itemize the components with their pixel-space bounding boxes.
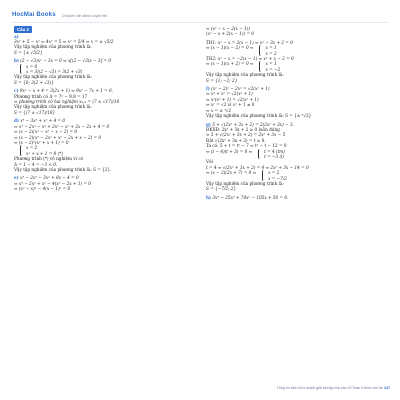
eq-d3: ⇔ (x − 2)(x³ − x² − x − 2) = 0 (14, 129, 78, 135)
part-a-label: a) (14, 33, 19, 39)
eq-g2: ĐKXĐ: 2x² + 3x + 2 ≥ 0 luôn đúng (206, 126, 280, 132)
eq-g1: 5 + √(2x² + 3x + 2) = 2(2x² + 3x) − 3. (212, 121, 294, 127)
eq-g3: ⇔ 5 + √(2x² + 3x + 2) = 2x² + 3x − 5 (206, 132, 286, 138)
conclusion-text: Vậy tập nghiệm của phương trình là: (206, 180, 284, 186)
eq-g10: t = 4 ⇔ √(2x² + 3x + 2) = 4 ⇔ 2x² + 3x − 14 = 0 (206, 164, 309, 170)
eq-th2d: x = −2 (265, 66, 281, 72)
solution-set-a: S = {± √5/2} (14, 49, 43, 55)
eq-d1: x⁴ − 3x³ + x² + 4 = 0 (20, 118, 66, 124)
eq-e3: ⇔ (x² − x)² − 4(x − 1)² = 0 (14, 186, 71, 192)
eq-g11: ⇔ (x − 2)(2x + 7) = 0 ⇔ (206, 170, 257, 176)
header-subtitle: Chuyên đề đánh luyện thi (61, 12, 108, 18)
eq-g5: Ta có: 5 + t = t² − 7 ⇔ t² − t − 12 = 0 (206, 143, 287, 149)
solution-set-f: Vậy tập nghiệm của phương trình là: S = {± ⁴√2} (206, 113, 312, 119)
question-badge: Câu 2 (14, 26, 32, 33)
part-d-label: d) (14, 118, 19, 124)
system-case-1 (206, 45, 388, 56)
eq-g7: t = 4 (tm) (264, 148, 285, 154)
footer-text: Tổng ôn kiến thức luyện giải bài tập lớp vào 10 Toán 9 theo chủ đề (276, 386, 383, 390)
solution-set-g: S = {−7/2; 2} (206, 186, 237, 192)
eq-g4: Đặt √(2x² + 3x + 2) = t ≥ 0. (206, 137, 266, 143)
system-g (206, 149, 388, 160)
part-e-label: e) (14, 175, 19, 181)
conclusion-text: Vậy tập nghiệm của phương trình là: (14, 44, 92, 50)
eq-b3: x = 3/(2 − √3) = 3(2 + √3) (26, 69, 83, 75)
part-c-label: c) (14, 88, 19, 94)
eq-f4: ⇔ x² = √2 vì x² + 1 ≠ 0 (206, 102, 255, 108)
brand-logo: HocMai Books (12, 12, 56, 18)
eq-e1: x⁴ − 2x³ − 3x² + 8x − 4 = 0 (20, 175, 79, 181)
eq-g12: x = 2 (268, 170, 280, 176)
eq-f1: (x² − 2)² − 2x² = √2(x² + 1) (211, 86, 270, 92)
eq-d2: ⇔ x⁴ − 2x³ − x³ + 2x² − x² + 2x − 2x + 4 = 0 (14, 123, 110, 129)
eq-b1: (2 − √3)x² − 3x = 0 ⇔ x[(2 − √3)x − 3] = 0 (20, 58, 112, 64)
solution-set-b: S = {0; 3(2 + √3)} (14, 79, 54, 85)
eq-th2c: x = 1 (265, 61, 277, 67)
solution-set-d: Vậy tập nghiệm của phương trình là: S = {2}. (14, 166, 112, 172)
conclusion-text: Vậy tập nghiệm của phương trình là: (14, 104, 92, 110)
page-header (12, 8, 388, 23)
page-number: 247 (384, 386, 390, 390)
left-column (14, 26, 192, 192)
eq-d8: Phương trình (*) vô nghiệm vì có (14, 156, 84, 162)
eq-g8: t = −3 (l) (264, 153, 285, 159)
right-column (206, 26, 388, 200)
eq-r2: (x² − x + 2(x − 1)) = 0 (206, 31, 254, 37)
eq-d4: ⇔ (x − 2)(x³ − 2x² + x² − 2x + x − 2) = 0 (14, 134, 102, 140)
system-d (14, 145, 192, 156)
eq-th1c: x = 1 (265, 45, 277, 51)
part-g-label: g) (206, 121, 211, 127)
conclusion-text: Vậy tập nghiệm của phương trình là: (206, 72, 284, 78)
solution-set-c: S = {(7 ± √17)/18} (14, 109, 56, 115)
eq-b2: x = 0 (26, 63, 38, 69)
eq-e2: ⇔ x⁴ − 2x³ + x² − 4(x² − 2x + 1) = 0 (14, 180, 91, 186)
system-g2 (206, 170, 388, 181)
eq-d7: x² + x + 1 = 0 (*) (26, 150, 63, 156)
eq-c3: ⇒ phương trình có hai nghiệm x₁,₂ = (7 ± √17)/18 (14, 99, 120, 105)
eq-th1d: x = 2 (265, 50, 277, 56)
eq-c2: Phương trình có Δ = 7² − 9.8 = 17 (14, 93, 88, 99)
eq-r1: ⇔ (x² − x − 2(x − 1)) (206, 26, 250, 31)
eq-d9: Δ = 1 − 4 = −3 < 0. (14, 161, 58, 167)
eq-th2b: ⇔ (x − 1)(x + 2) = 0 ⇔ (206, 61, 254, 67)
case-1: TH1: x² − x = 2(x − 1) ⇔ x² − 3x + 2 = 0 (206, 39, 293, 45)
eq-g13: x = −7/2 (268, 175, 287, 181)
eq-c1: 9x² − x + 4 = 3(2x + 1) ⇔ 9x² − 7x + 1 = 0. (19, 88, 113, 94)
eq-g9: Với (206, 159, 213, 165)
part-f-label: f) (206, 86, 210, 92)
conclusion-text: Vậy tập nghiệm của phương trình là: (14, 74, 92, 80)
solution-set-e: S = {1; −2; 2} (206, 77, 238, 83)
part-h-label: h) (206, 194, 212, 200)
eq-f3: ⇔ x²(x² + 1) = √2(x² + 1) (206, 96, 259, 102)
case-2: TH2: x² − x = −2(x − 1) ⇔ x² + x − 2 = 0 (206, 56, 294, 62)
eq-g6: ⇔ (t − 4)(t + 3) = 0 ⇔ (206, 148, 253, 154)
system-b (14, 64, 192, 75)
page-footer (210, 386, 390, 390)
eq-h1: 3x⁴ − 25x³ + 74x² − 105x + 50 = 0. (212, 194, 289, 200)
eq-d5: ⇔ (x − 2)²(x² + x + 1) = 0 (14, 139, 69, 145)
part-b-label: b) (14, 58, 19, 64)
eq-th1b: ⇔ (x − 1)(x − 2) = 0 ⇔ (206, 45, 254, 51)
eq-f5: ⇔ x = ± ⁴√2 (206, 107, 232, 113)
eq-a1: 3x² + 5 − x² ⇔ 4x² = 5 ⇔ x² = 5/4 ⇔ x = ± √5/2 (14, 39, 114, 44)
system-case-2 (206, 61, 388, 72)
eq-d6: x = 2 (26, 145, 38, 151)
eq-f2: ⇔ x⁴ + x² = √2(x² + 1) (206, 91, 253, 97)
